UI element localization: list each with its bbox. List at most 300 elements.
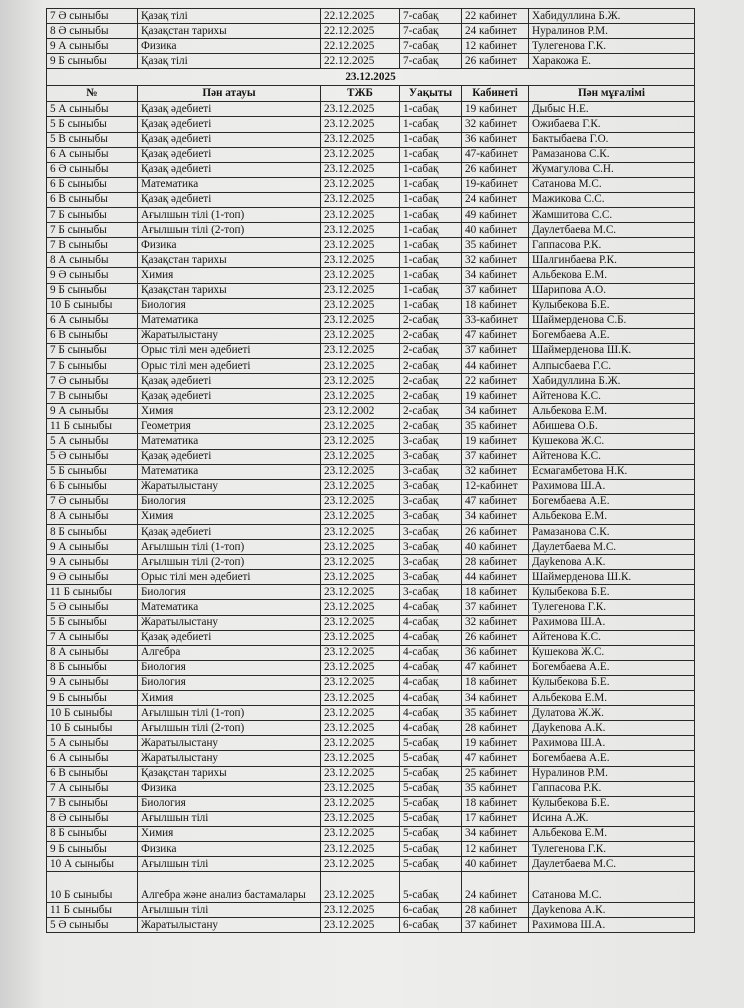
cell-date: 23.12.2025 — [321, 691, 400, 706]
cell-teacher: Сатанова М.С. — [529, 872, 695, 903]
cell-class: 9 Б сыныбы — [47, 54, 138, 69]
cell-subject: Орыс тілі мен әдебиеті — [138, 358, 321, 373]
table-row — [47, 449, 695, 464]
cell-subject: Қазақ әдебиеті — [138, 374, 321, 389]
cell-room: 35 кабинет — [462, 781, 529, 796]
col-header-time: Уақыты — [400, 86, 462, 102]
cell-class: 7 А сыныбы — [47, 781, 138, 796]
cell-lesson: 5-сабақ — [400, 857, 462, 872]
cell-lesson: 3-сабақ — [400, 449, 462, 464]
cell-teacher: Жамшитова С.С. — [529, 208, 695, 223]
cell-teacher: Айтенова К.С. — [529, 630, 695, 645]
cell-teacher: Хабидуллина Б.Ж. — [529, 374, 695, 389]
cell-class: 8 Б сыныбы — [47, 826, 138, 841]
cell-room: 37 кабинет — [462, 343, 529, 358]
cell-room: 34 кабинет — [462, 691, 529, 706]
cell-class: 9 А сыныбы — [47, 555, 138, 570]
cell-class: 6 А сыныбы — [47, 313, 138, 328]
cell-date: 23.12.2025 — [321, 857, 400, 872]
cell-teacher: Дулатова Ж.Ж. — [529, 706, 695, 721]
cell-teacher: Даулетбаева М.С. — [529, 223, 695, 238]
table-row — [47, 162, 695, 177]
cell-lesson: 1-сабақ — [400, 192, 462, 207]
cell-room: 19 кабинет — [462, 389, 529, 404]
cell-subject: Биология — [138, 298, 321, 313]
table-row — [47, 766, 695, 781]
cell-subject: Қазақ әдебиеті — [138, 525, 321, 540]
cell-subject: Химия — [138, 509, 321, 524]
cell-date: 23.12.2025 — [321, 389, 400, 404]
cell-room: 32 кабинет — [462, 615, 529, 630]
cell-subject: Қазақстан тарихы — [138, 24, 321, 39]
cell-subject: Қазақстан тарихы — [138, 766, 321, 781]
cell-lesson: 3-сабақ — [400, 479, 462, 494]
cell-teacher: Есмагамбетова Н.К. — [529, 464, 695, 479]
cell-lesson: 1-сабақ — [400, 208, 462, 223]
cell-date: 23.12.2025 — [321, 238, 400, 253]
cell-date: 23.12.2025 — [321, 630, 400, 645]
cell-class: 5 Б сыныбы — [47, 464, 138, 479]
cell-class: 10 Б сыныбы — [47, 706, 138, 721]
cell-date: 23.12.2025 — [321, 872, 400, 903]
schedule-rows — [47, 102, 695, 933]
table-row — [47, 781, 695, 796]
cell-class: 5 Ә сыныбы — [47, 449, 138, 464]
cell-subject: Химия — [138, 691, 321, 706]
cell-date: 23.12.2025 — [321, 796, 400, 811]
cell-lesson: 3-сабақ — [400, 570, 462, 585]
cell-room: 37 кабинет — [462, 600, 529, 615]
cell-lesson: 5-сабақ — [400, 872, 462, 903]
cell-date: 23.12.2025 — [321, 479, 400, 494]
cell-date: 22.12.2025 — [321, 24, 400, 39]
cell-subject: Орыс тілі мен әдебиеті — [138, 343, 321, 358]
cell-subject: Ағылшын тілі (2-топ) — [138, 721, 321, 736]
cell-class: 7 Ә сыныбы — [47, 494, 138, 509]
cell-room: 47 кабинет — [462, 660, 529, 675]
cell-teacher: Тулегенова Г.К. — [529, 841, 695, 856]
cell-lesson: 1-сабақ — [400, 132, 462, 147]
cell-subject: Ағылшын тілі (1-топ) — [138, 540, 321, 555]
cell-date: 23.12.2025 — [321, 162, 400, 177]
cell-class: 9 А сыныбы — [47, 39, 138, 54]
cell-teacher: Гаппасова Р.К. — [529, 781, 695, 796]
cell-subject: Биология — [138, 660, 321, 675]
cell-teacher: Ожибаева Г.К. — [529, 117, 695, 132]
cell-subject: Математика — [138, 464, 321, 479]
col-header-teacher: Пән мұғалімі — [529, 86, 695, 102]
cell-date: 23.12.2025 — [321, 918, 400, 933]
cell-lesson: 3-сабақ — [400, 434, 462, 449]
cell-teacher: Жумагулова С.Н. — [529, 162, 695, 177]
table-row — [47, 117, 695, 132]
cell-class: 8 А сыныбы — [47, 253, 138, 268]
cell-room: 18 кабинет — [462, 796, 529, 811]
cell-class: 6 А сыныбы — [47, 751, 138, 766]
cell-room: 18 кабинет — [462, 675, 529, 690]
table-row — [47, 54, 695, 69]
cell-lesson: 4-сабақ — [400, 630, 462, 645]
cell-subject: Математика — [138, 177, 321, 192]
cell-lesson: 2-сабақ — [400, 328, 462, 343]
table-row — [47, 358, 695, 373]
table-row — [47, 343, 695, 358]
cell-lesson: 5-сабақ — [400, 811, 462, 826]
cell-room: 28 кабинет — [462, 555, 529, 570]
cell-date: 23.12.2025 — [321, 645, 400, 660]
cell-subject: Алгебра және анализ бастамалары — [138, 872, 321, 903]
cell-teacher: Алпысбаева Г.С. — [529, 358, 695, 373]
cell-lesson: 5-сабақ — [400, 826, 462, 841]
cell-lesson: 4-сабақ — [400, 645, 462, 660]
cell-room: 19 кабинет — [462, 736, 529, 751]
cell-subject: Жаратылыстану — [138, 918, 321, 933]
table-row — [47, 283, 695, 298]
table-row — [47, 9, 695, 24]
table-row — [47, 389, 695, 404]
cell-room: 40 кабинет — [462, 857, 529, 872]
cell-subject: Қазақстан тарихы — [138, 283, 321, 298]
cell-class: 6 Б сыныбы — [47, 479, 138, 494]
cell-class: 6 Б сыныбы — [47, 177, 138, 192]
cell-date: 23.12.2025 — [321, 660, 400, 675]
cell-subject: Қазақ әдебиеті — [138, 449, 321, 464]
cell-class: 7 Б сыныбы — [47, 358, 138, 373]
table-row — [47, 675, 695, 690]
table-row — [47, 374, 695, 389]
cell-lesson: 3-сабақ — [400, 585, 462, 600]
cell-teacher: Богембаева А.Е. — [529, 328, 695, 343]
table-row — [47, 630, 695, 645]
cell-lesson: 3-сабақ — [400, 555, 462, 570]
cell-class: 5 А сыныбы — [47, 434, 138, 449]
cell-class: 7 Б сыныбы — [47, 208, 138, 223]
cell-lesson: 5-сабақ — [400, 751, 462, 766]
cell-lesson: 1-сабақ — [400, 223, 462, 238]
cell-teacher: Альбекова Е.М. — [529, 509, 695, 524]
cell-class: 5 Ә сыныбы — [47, 600, 138, 615]
cell-class: 9 Б сыныбы — [47, 691, 138, 706]
cell-lesson: 2-сабақ — [400, 404, 462, 419]
cell-teacher: Кушекова Ж.С. — [529, 645, 695, 660]
cell-lesson: 2-сабақ — [400, 419, 462, 434]
table-row — [47, 721, 695, 736]
cell-teacher: Рахимова Ш.А. — [529, 918, 695, 933]
cell-teacher: Шалгинбаева Р.К. — [529, 253, 695, 268]
cell-date: 22.12.2025 — [321, 54, 400, 69]
cell-subject: Қазақ әдебиеті — [138, 389, 321, 404]
cell-subject: Ағылшын тілі — [138, 811, 321, 826]
cell-teacher: Кулыбекова Б.Е. — [529, 298, 695, 313]
cell-date: 23.12.2025 — [321, 600, 400, 615]
cell-teacher: Рахимова Ш.А. — [529, 479, 695, 494]
cell-date: 23.12.2025 — [321, 706, 400, 721]
cell-date: 22.12.2025 — [321, 9, 400, 24]
cell-class: 11 Б сыныбы — [47, 585, 138, 600]
cell-lesson: 5-сабақ — [400, 736, 462, 751]
cell-room: 19 кабинет — [462, 434, 529, 449]
cell-subject: Алгебра — [138, 645, 321, 660]
cell-date: 23.12.2025 — [321, 464, 400, 479]
col-header-subject: Пән атауы — [138, 86, 321, 102]
cell-room: 34 кабинет — [462, 404, 529, 419]
cell-class: 7 В сыныбы — [47, 389, 138, 404]
cell-date: 23.12.2025 — [321, 102, 400, 117]
cell-teacher: Кулыбекова Б.Е. — [529, 675, 695, 690]
cell-teacher: Хабидуллина Б.Ж. — [529, 9, 695, 24]
table-row — [47, 238, 695, 253]
cell-subject: Физика — [138, 841, 321, 856]
cell-lesson: 1-сабақ — [400, 268, 462, 283]
cell-teacher: Дауkenова А.К. — [529, 721, 695, 736]
cell-date: 23.12.2025 — [321, 177, 400, 192]
cell-date: 23.12.2025 — [321, 525, 400, 540]
date-heading: 23.12.2025 — [47, 69, 695, 86]
cell-subject: Биология — [138, 796, 321, 811]
cell-teacher: Тулегенова Г.К. — [529, 39, 695, 54]
cell-lesson: 5-сабақ — [400, 781, 462, 796]
cell-subject: Жаратылыстану — [138, 328, 321, 343]
cell-teacher: Рамазанова С.К. — [529, 147, 695, 162]
cell-room: 22 кабинет — [462, 9, 529, 24]
cell-room: 24 кабинет — [462, 24, 529, 39]
cell-date: 23.12.2025 — [321, 811, 400, 826]
table-row — [47, 736, 695, 751]
cell-date: 23.12.2025 — [321, 766, 400, 781]
cell-class: 9 Б сыныбы — [47, 283, 138, 298]
table-row — [47, 192, 695, 207]
cell-teacher: Рахимова Ш.А. — [529, 736, 695, 751]
cell-subject: Қазақ әдебиеті — [138, 630, 321, 645]
cell-class: 7 А сыныбы — [47, 630, 138, 645]
cell-date: 23.12.2025 — [321, 313, 400, 328]
table-row — [47, 464, 695, 479]
cell-subject: Қазақ тілі — [138, 9, 321, 24]
col-header-date: ТЖБ — [321, 86, 400, 102]
cell-subject: Қазақ тілі — [138, 54, 321, 69]
cell-teacher: Альбекова Е.М. — [529, 691, 695, 706]
cell-date: 23.12.2025 — [321, 343, 400, 358]
cell-subject: Физика — [138, 39, 321, 54]
table-row — [47, 147, 695, 162]
table-row — [47, 177, 695, 192]
cell-room: 26 кабинет — [462, 525, 529, 540]
cell-lesson: 1-сабақ — [400, 102, 462, 117]
cell-date: 23.12.2025 — [321, 751, 400, 766]
header-row — [47, 86, 695, 102]
table-row — [47, 918, 695, 933]
cell-subject: Қазақ әдебиеті — [138, 102, 321, 117]
cell-subject: Қазақ әдебиеті — [138, 162, 321, 177]
cell-room: 19 кабинет — [462, 102, 529, 117]
cell-teacher: Мажикова С.С. — [529, 192, 695, 207]
cell-room: 35 кабинет — [462, 419, 529, 434]
cell-room: 44 кабинет — [462, 358, 529, 373]
cell-date: 23.12.2025 — [321, 328, 400, 343]
cell-lesson: 7-сабақ — [400, 54, 462, 69]
cell-date: 23.12.2025 — [321, 298, 400, 313]
cell-class: 10 Б сыныбы — [47, 872, 138, 903]
cell-room: 24 кабинет — [462, 872, 529, 903]
cell-date: 23.12.2025 — [321, 208, 400, 223]
cell-lesson: 5-сабақ — [400, 796, 462, 811]
cell-class: 8 Ә сыныбы — [47, 811, 138, 826]
cell-class: 10 Б сыныбы — [47, 298, 138, 313]
cell-lesson: 5-сабақ — [400, 841, 462, 856]
cell-room: 32 кабинет — [462, 253, 529, 268]
cell-room: 32 кабинет — [462, 117, 529, 132]
cell-class: 6 В сыныбы — [47, 766, 138, 781]
cell-teacher: Рамазанова С.К. — [529, 525, 695, 540]
cell-room: 22 кабинет — [462, 374, 529, 389]
cell-lesson: 1-сабақ — [400, 298, 462, 313]
cell-room: 40 кабинет — [462, 540, 529, 555]
cell-teacher: Альбекова Е.М. — [529, 404, 695, 419]
table-row — [47, 253, 695, 268]
cell-subject: Ағылшын тілі (1-топ) — [138, 706, 321, 721]
cell-room: 36 кабинет — [462, 645, 529, 660]
table-row — [47, 328, 695, 343]
cell-date: 22.12.2025 — [321, 39, 400, 54]
cell-class: 9 А сыныбы — [47, 540, 138, 555]
cell-subject: Ағылшын тілі (1-топ) — [138, 208, 321, 223]
cell-date: 23.12.2025 — [321, 736, 400, 751]
cell-class: 6 Ә сыныбы — [47, 162, 138, 177]
cell-class: 7 Б сыныбы — [47, 343, 138, 358]
cell-class: 5 Б сыныбы — [47, 615, 138, 630]
cell-room: 24 кабинет — [462, 192, 529, 207]
cell-teacher: Тулегенова Г.К. — [529, 600, 695, 615]
cell-teacher: Альбекова Е.М. — [529, 826, 695, 841]
cell-date: 23.12.2025 — [321, 781, 400, 796]
cell-date: 23.12.2025 — [321, 841, 400, 856]
cell-teacher: Даулетбаева М.С. — [529, 857, 695, 872]
table-row — [47, 796, 695, 811]
cell-class: 8 Б сыныбы — [47, 525, 138, 540]
cell-subject: Биология — [138, 494, 321, 509]
cell-date: 23.12.2025 — [321, 570, 400, 585]
cell-teacher: Кушекова Ж.С. — [529, 434, 695, 449]
cell-room: 19-кабинет — [462, 177, 529, 192]
cell-teacher: Айтенова К.С. — [529, 449, 695, 464]
schedule-table — [46, 8, 695, 933]
cell-subject: Орыс тілі мен әдебиеті — [138, 570, 321, 585]
cell-lesson: 4-сабақ — [400, 600, 462, 615]
cell-subject: Ағылшын тілі (2-топ) — [138, 555, 321, 570]
cell-lesson: 3-сабақ — [400, 509, 462, 524]
cell-subject: Математика — [138, 600, 321, 615]
cell-date: 23.12.2025 — [321, 555, 400, 570]
cell-class: 10 Б сыныбы — [47, 721, 138, 736]
cell-room: 47-кабинет — [462, 147, 529, 162]
cell-class: 9 А сыныбы — [47, 675, 138, 690]
cell-date: 23.12.2025 — [321, 283, 400, 298]
cell-date: 23.12.2025 — [321, 903, 400, 918]
cell-subject: Ағылшын тілі — [138, 903, 321, 918]
cell-date: 23.12.2025 — [321, 147, 400, 162]
table-row — [47, 223, 695, 238]
cell-room: 35 кабинет — [462, 238, 529, 253]
cell-teacher: Даулетбаева М.С. — [529, 540, 695, 555]
table-row — [47, 404, 695, 419]
cell-subject: Физика — [138, 781, 321, 796]
cell-subject: Математика — [138, 434, 321, 449]
cell-room: 47 кабинет — [462, 328, 529, 343]
cell-room: 26 кабинет — [462, 54, 529, 69]
cell-date: 23.12.2025 — [321, 192, 400, 207]
cell-room: 12 кабинет — [462, 841, 529, 856]
cell-lesson: 5-сабақ — [400, 766, 462, 781]
table-row — [47, 570, 695, 585]
cell-lesson: 2-сабақ — [400, 343, 462, 358]
cell-subject: Математика — [138, 313, 321, 328]
table-row — [47, 841, 695, 856]
cell-subject: Геометрия — [138, 419, 321, 434]
cell-teacher: Альбекова Е.М. — [529, 268, 695, 283]
previous-day-rows — [47, 9, 695, 69]
cell-date: 23.12.2025 — [321, 494, 400, 509]
cell-subject: Жаратылыстану — [138, 736, 321, 751]
cell-room: 17 кабинет — [462, 811, 529, 826]
cell-teacher: Гаппасова Р.К. — [529, 238, 695, 253]
cell-teacher: Шаймерденова С.Б. — [529, 313, 695, 328]
cell-lesson: 3-сабақ — [400, 540, 462, 555]
cell-date: 23.12.2025 — [321, 358, 400, 373]
cell-lesson: 4-сабақ — [400, 675, 462, 690]
cell-teacher: Дыбыс Н.Е. — [529, 102, 695, 117]
cell-subject: Жаратылыстану — [138, 615, 321, 630]
cell-class: 9 Ә сыныбы — [47, 268, 138, 283]
cell-date: 23.12.2025 — [321, 449, 400, 464]
cell-date: 23.12.2025 — [321, 615, 400, 630]
cell-room: 25 кабинет — [462, 766, 529, 781]
cell-room: 18 кабинет — [462, 298, 529, 313]
table-row — [47, 132, 695, 147]
cell-lesson: 2-сабақ — [400, 374, 462, 389]
cell-subject: Қазақ әдебиеті — [138, 132, 321, 147]
cell-teacher: Богембаева А.Е. — [529, 660, 695, 675]
cell-room: 49 кабинет — [462, 208, 529, 223]
cell-date: 23.12.2025 — [321, 253, 400, 268]
table-row — [47, 691, 695, 706]
cell-lesson: 1-сабақ — [400, 283, 462, 298]
cell-lesson: 1-сабақ — [400, 147, 462, 162]
cell-class: 5 А сыныбы — [47, 736, 138, 751]
cell-date: 23.12.2002 — [321, 404, 400, 419]
cell-teacher: Исина А.Ж. — [529, 811, 695, 826]
cell-subject: Жаратылыстану — [138, 479, 321, 494]
cell-teacher: Кулыбекова Б.Е. — [529, 585, 695, 600]
cell-room: 35 кабинет — [462, 706, 529, 721]
col-header-room: Кабинеті — [462, 86, 529, 102]
table-row — [47, 313, 695, 328]
cell-lesson: 7-сабақ — [400, 9, 462, 24]
cell-class: 6 А сыныбы — [47, 147, 138, 162]
cell-room: 34 кабинет — [462, 268, 529, 283]
cell-subject: Химия — [138, 404, 321, 419]
cell-room: 18 кабинет — [462, 585, 529, 600]
cell-teacher: Шаймерденова Ш.К. — [529, 343, 695, 358]
cell-lesson: 1-сабақ — [400, 177, 462, 192]
table-row — [47, 600, 695, 615]
cell-class: 11 Б сыныбы — [47, 419, 138, 434]
cell-subject: Қазақ әдебиеті — [138, 192, 321, 207]
cell-room: 47 кабинет — [462, 751, 529, 766]
cell-class: 7 В сыныбы — [47, 796, 138, 811]
table-row — [47, 509, 695, 524]
cell-lesson: 1-сабақ — [400, 162, 462, 177]
cell-date: 23.12.2025 — [321, 434, 400, 449]
